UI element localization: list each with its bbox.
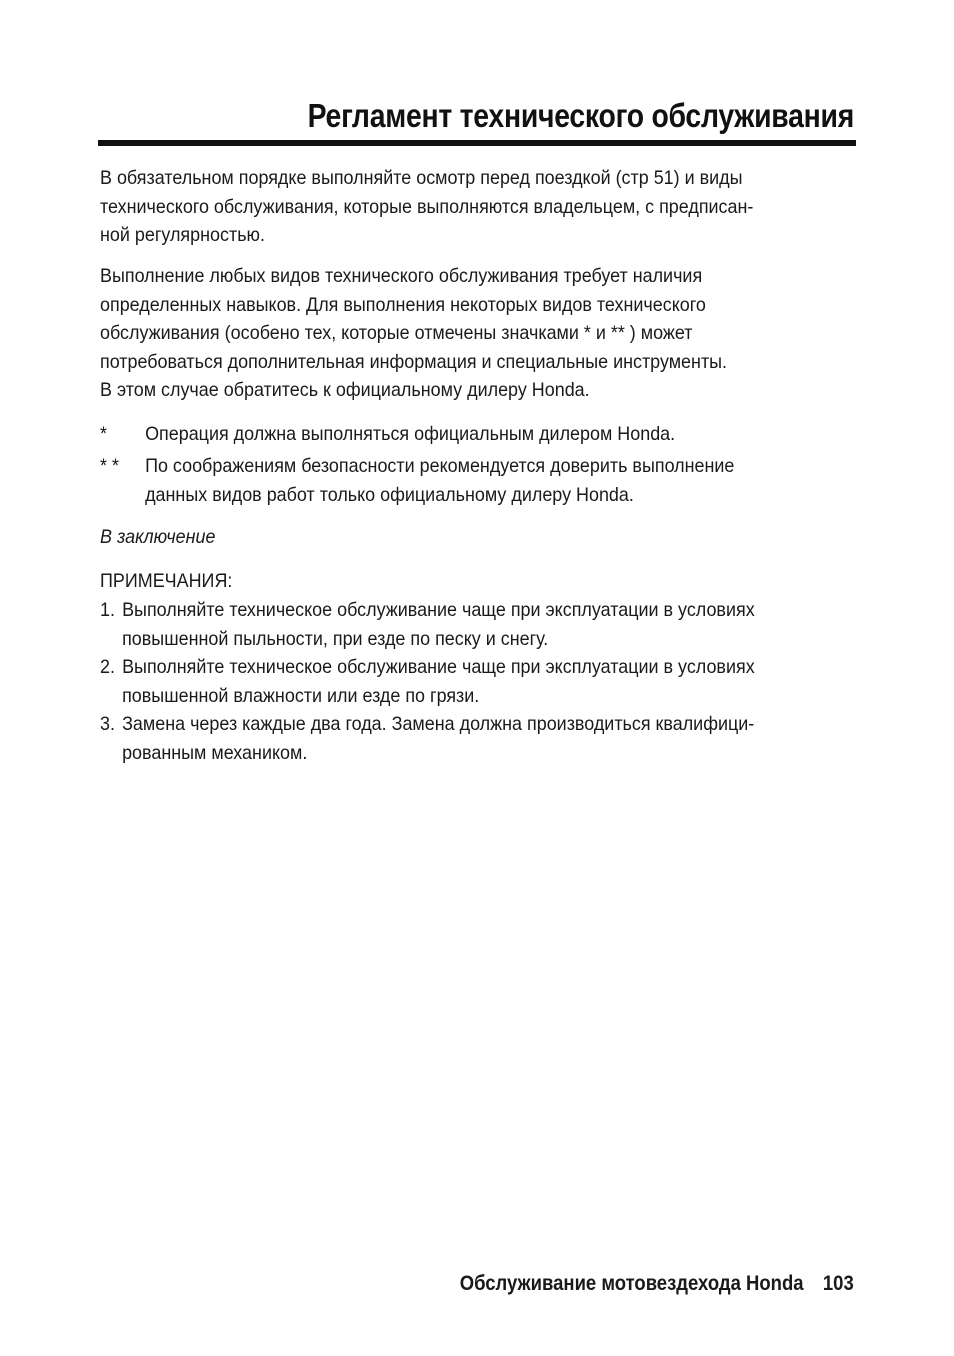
note-line: Замена через каждые два года. Замена должна производиться квалифици- bbox=[122, 713, 755, 735]
intro-line: В обязательном порядке выполняйте осмотр перед поездкой (стр 51) и виды bbox=[100, 167, 743, 189]
intro-paragraph bbox=[100, 164, 860, 250]
footnote-line: По соображениям безопасности рекомендуется доверить выполнение bbox=[145, 455, 735, 477]
title-underline bbox=[98, 140, 856, 146]
intro-line: ной регулярностью. bbox=[100, 224, 265, 246]
note-number: 1. bbox=[100, 599, 115, 621]
footnote-single-star bbox=[100, 420, 860, 450]
note-line: повышенной влажности или езде по грязи. bbox=[122, 684, 480, 707]
footnote-mark: * * bbox=[100, 455, 119, 477]
notes-heading: ПРИМЕЧАНИЯ: bbox=[100, 570, 233, 592]
note-number: 2. bbox=[100, 656, 115, 678]
page-number: 103 bbox=[823, 1272, 854, 1295]
page-title: Регламент технического обслуживания bbox=[307, 97, 854, 134]
note-number: 3. bbox=[100, 713, 115, 735]
section-heading: В заключение bbox=[100, 526, 216, 548]
footnote-double-star bbox=[100, 452, 860, 512]
footnote-mark: * bbox=[100, 423, 107, 445]
note-item bbox=[100, 596, 860, 654]
footnote-text bbox=[145, 452, 844, 509]
note-item bbox=[100, 653, 860, 711]
intro-line: технического обслуживания, которые выполняются владельцем, с предписан- bbox=[100, 195, 754, 218]
skills-line: В этом случае обратитесь к официальному дилеру Honda. bbox=[100, 379, 590, 401]
footnote-line: Операция должна выполняться официальным дилером Honda. bbox=[145, 423, 676, 445]
skills-line: обслуживания (особено тех, которые отмечены значками * и ** ) может bbox=[100, 322, 693, 344]
note-line: рованным механиком. bbox=[122, 741, 308, 764]
skills-line: Выполнение любых видов технического обслуживания требует наличия bbox=[100, 265, 703, 287]
note-line: Выполняйте техническое обслуживание чаще при эксплуатации в условиях bbox=[122, 656, 755, 678]
skills-paragraph bbox=[100, 262, 860, 405]
note-item bbox=[100, 710, 860, 768]
note-text bbox=[122, 653, 858, 710]
footnote-text bbox=[145, 420, 844, 449]
footer-label: Обслуживание мотовездехода Honda bbox=[459, 1272, 804, 1295]
footnote-line: данных видов работ только официальному дилеру Honda. bbox=[145, 483, 634, 506]
skills-line: потребоваться дополнительная информация и специальные инструменты. bbox=[100, 350, 728, 373]
note-line: повышенной пыльности, при езде по песку и снегу. bbox=[122, 627, 549, 650]
note-line: Выполняйте техническое обслуживание чаще при эксплуатации в условиях bbox=[122, 599, 755, 621]
note-text bbox=[122, 596, 858, 653]
page-footer bbox=[460, 1270, 854, 1298]
skills-line: определенных навыков. Для выполнения некоторых видов технического bbox=[100, 293, 706, 316]
note-text bbox=[122, 710, 858, 767]
